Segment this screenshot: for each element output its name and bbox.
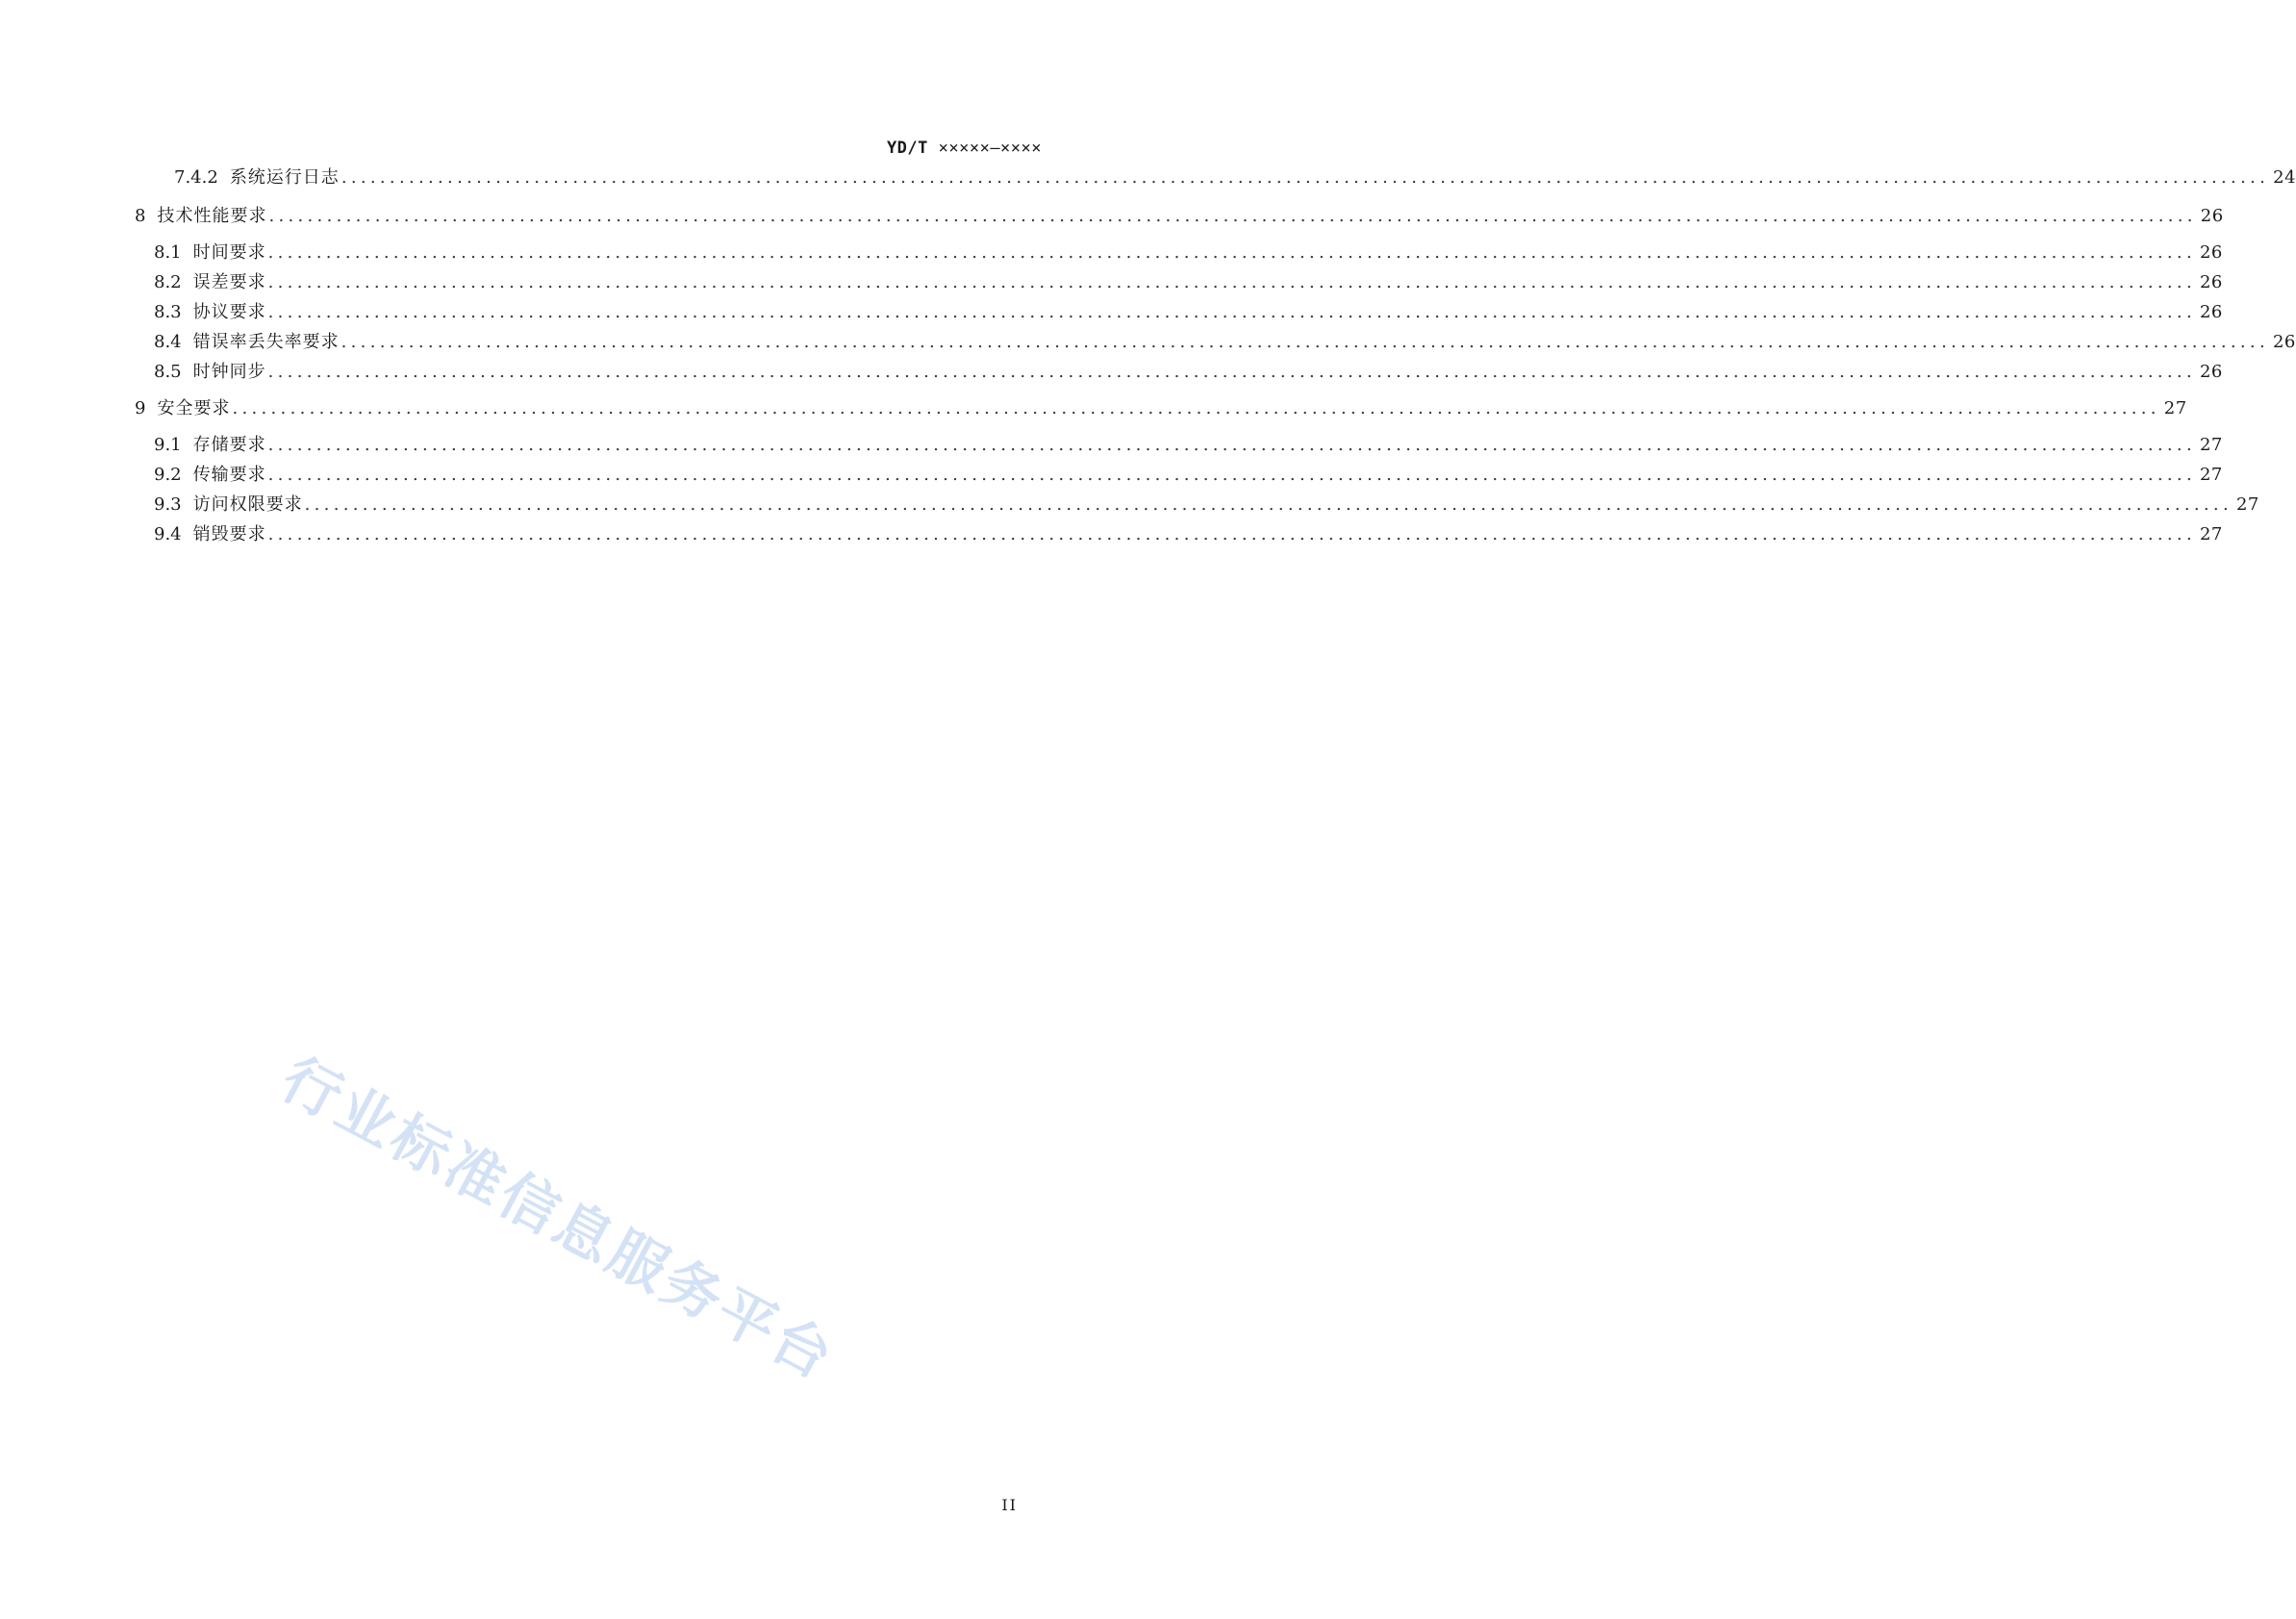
toc-entry-page: 26 xyxy=(2199,272,2223,292)
toc-entry-title: 时钟同步 xyxy=(192,362,266,382)
toc-entry-page: 26 xyxy=(2199,242,2223,263)
doc-number: ×××××—×××× xyxy=(938,139,1042,158)
toc-entry-number: 9.4 xyxy=(154,524,182,544)
toc-entry[interactable] xyxy=(0,330,2296,355)
toc-leader-dots: ........................................................................................................................................................................................................ xyxy=(341,332,2269,352)
toc-entry-title: 错误率丢失率要求 xyxy=(192,332,340,352)
toc-entry-page: 26 xyxy=(2200,206,2224,226)
toc-entry[interactable] xyxy=(0,463,2223,488)
toc-leader-dots: ........................................................................................................................................................................................................ xyxy=(232,398,2160,418)
toc-leader-dots: ........................................................................................................................................................................................................ xyxy=(267,272,2196,292)
toc-entry-number: 8.4 xyxy=(154,332,182,352)
toc-entry-number: 9 xyxy=(135,398,146,418)
toc-entry[interactable] xyxy=(0,165,2296,190)
toc-entry[interactable] xyxy=(0,360,2223,385)
toc-leader-dots: ........................................................................................................................................................................................................ xyxy=(267,435,2196,455)
toc-entry-title: 技术性能要求 xyxy=(157,206,267,226)
toc-leader-dots: ........................................................................................................................................................................................................ xyxy=(267,242,2196,263)
page-number: II xyxy=(1001,1496,1018,1514)
toc-entry-page: 26 xyxy=(2272,332,2296,352)
toc-entry-number: 8.2 xyxy=(154,272,182,292)
toc-entry-title: 传输要求 xyxy=(192,465,266,485)
toc-entry-title: 误差要求 xyxy=(192,272,266,292)
toc-entry-page: 27 xyxy=(2163,398,2187,418)
toc-leader-dots: ........................................................................................................................................................................................................ xyxy=(268,206,2197,226)
toc-entry[interactable] xyxy=(0,300,2223,325)
toc-entry[interactable] xyxy=(0,270,2223,295)
toc-entry-title: 时间要求 xyxy=(192,242,266,263)
document-header xyxy=(887,139,1042,158)
toc-entry[interactable] xyxy=(0,433,2223,458)
toc-entry[interactable] xyxy=(0,396,2187,421)
toc-entry-number: 8.3 xyxy=(154,302,182,322)
toc-entry-title: 访问权限要求 xyxy=(192,494,303,515)
doc-code: YD/T xyxy=(886,139,928,158)
toc-entry[interactable] xyxy=(0,522,2223,547)
toc-entry-page: 27 xyxy=(2235,494,2259,515)
toc-leader-dots: ........................................................................................................................................................................................................ xyxy=(304,494,2233,515)
toc-entry-page: 27 xyxy=(2199,524,2223,544)
toc-leader-dots: ........................................................................................................................................................................................................ xyxy=(341,167,2270,188)
toc-entry-page: 24 xyxy=(2273,167,2296,188)
toc-entry-title: 销毁要求 xyxy=(192,524,266,544)
toc-leader-dots: ........................................................................................................................................................................................................ xyxy=(267,362,2196,382)
toc-leader-dots: ........................................................................................................................................................................................................ xyxy=(267,465,2196,485)
toc-entry[interactable] xyxy=(0,204,2224,229)
toc-entry-number: 8.5 xyxy=(154,362,182,382)
toc-entry-number: 8 xyxy=(135,206,146,226)
toc-leader-dots: ........................................................................................................................................................................................................ xyxy=(267,302,2196,322)
toc-leader-dots: ........................................................................................................................................................................................................ xyxy=(267,524,2196,544)
toc-entry-title: 协议要求 xyxy=(192,302,266,322)
toc-entry[interactable] xyxy=(0,240,2223,266)
toc-entry-number: 9.3 xyxy=(154,494,182,515)
toc-entry-title: 存储要求 xyxy=(192,435,266,455)
toc-entry-number: 9.1 xyxy=(154,435,182,455)
toc-entry-number: 9.2 xyxy=(154,465,182,485)
toc-entry[interactable] xyxy=(0,493,2259,518)
toc-entry-page: 27 xyxy=(2199,465,2223,485)
toc-entry-number: 7.4.2 xyxy=(174,167,218,188)
toc-entry-page: 26 xyxy=(2199,302,2223,322)
toc-entry-number: 8.1 xyxy=(154,242,182,263)
toc-entry-page: 27 xyxy=(2199,435,2223,455)
toc-entry-page: 26 xyxy=(2199,362,2223,382)
toc-entry-title: 系统运行日志 xyxy=(229,167,340,188)
toc-entry-title: 安全要求 xyxy=(157,398,231,418)
watermark: 行业标准信息服务平台 xyxy=(270,1045,846,1394)
